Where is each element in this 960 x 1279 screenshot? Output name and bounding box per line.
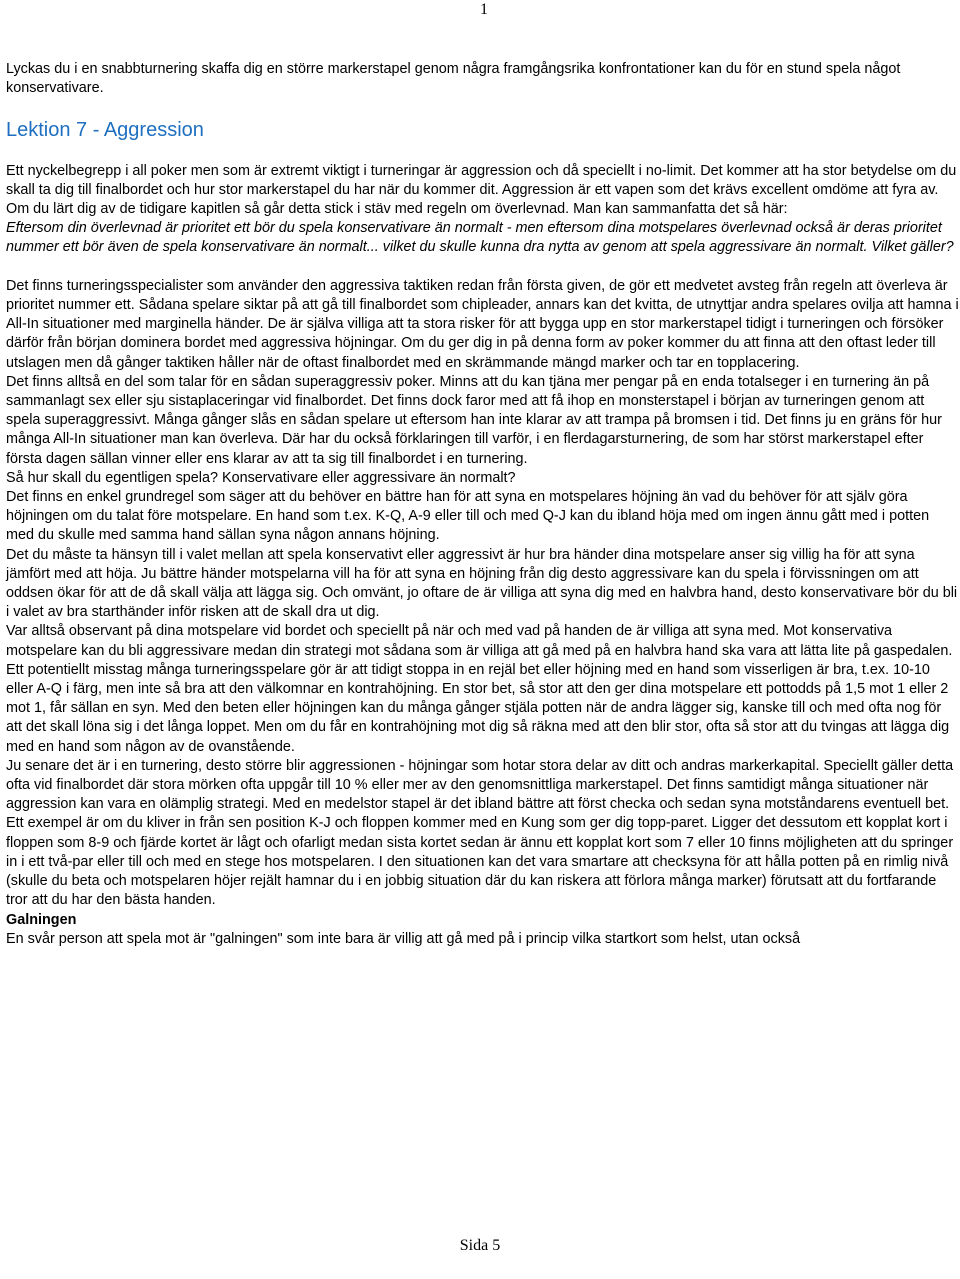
galningen-section [6,911,960,949]
lesson-paragraph-1-text: Ett nyckelbegrepp i all poker men som är extremt viktigt i turneringar är aggression och då speciellt i no-limit. Det kommer att ha stor betydelse om du skall ta dig till finalbordet och hur stor markerstapel du har när du kommer dit. Aggression är ett vapen som det krävs excellent omdöme att fyra av. Om du lärt dig av de tidigare kapitlen så går detta stick i stäv med regeln om överlevnad. Man kan sammanfatta det så här: [6,162,957,217]
page-footer: Sida 5 [459,1237,501,1254]
galningen-text: En svår person att spela mot är "galningen" som inte bara är villig att gå med på i princip vilka startkort som helst, utan också [6,930,801,947]
lesson-paragraph-6: Det du måste ta hänsyn till i valet mellan att spela konservativt eller aggressivt är hur bra händer dina motspelare anser sig villig ha för att syna jämfört med att höja. Ju bättre händer motspelarna vill ha för att syna en höjning från dig desto aggressivare kan du spela i förvissningen om att oddsen ökar för att de då skall välja att lägga sig. Och omvänt, jo oftare de är villiga att syna dig med en halvbra hand, desto konservativare bör du bli i valet av bra starthänder inför risken att de skall dra ut dig. [6,546,958,621]
document-body [6,60,960,949]
lesson-paragraph-3: Det finns alltså en del som talar för en sådan superaggressiv poker. Minns att du kan tjäna mer pengar på en enda totalseger i en turnering än på sammanlagt sex eller sju sistaplaceringar vid finalbordet. Det finns dock faror med att få ihop en monsterstapel i början av turneringen genom att spela superaggressivt. Många gånger slås en sådan spelare ut eftersom han inte klarar av att trampa på bromsen i tid. Det finns ju en gräns för hur många All-In situationer man kan överleva. Där har du också förklaringen till varför, i en flerdagarsturnering, de som har störst markerstapel efter första dagen sällan vinner eller ens klarar av att ta sig till finalbordet i en turnering. [6,373,942,467]
lesson-heading: Lektion 7 - Aggression [6,118,204,141]
intro-paragraph: Lyckas du i en snabbturnering skaffa dig en större markerstapel genom några framgångsrika konfrontationer kan du för en stund spela något konservativare. [6,61,901,97]
page-number: 1 [480,1,488,18]
lesson-paragraph-2: Det finns turneringsspecialister som använder den aggressiva taktiken redan från första given, de gör ett medvetet avsteg från regeln att överleva är prioritet nummer ett. Sådana spelare siktar på att gå till finalbordet som chipleader, annars kan det kvitta, de utnyttjar andra spelares ovilja att hamna i All-In situationer med marginella händer. De är själva villiga att ta stora risker för att bygga upp en stor markerstapel tidigt i turneringen och försöker därför från början dominera bordet med aggressiva höjningar. Om du ger dig in på denna form av poker kommer du att finna att den oftast leder till utslagen men då gånger taktiken håller när de oftast finalbordet med en skrämmande mängd marker och tar en topplacering. [6,277,959,371]
lesson-paragraph-5: Det finns en enkel grundregel som säger att du behöver en bättre han för att syna en motspelares höjning än vad du behöver för att själv göra höjningen om du talat före motspelare. En hand som t.ex. K-Q, A-9 eller till och med Q-J kan du ibland höja med om ingen ännu gått med i potten med du skulle med samma hand sällan syna någon annans höjning. [6,489,930,544]
lesson-paragraph-1-quote: Eftersom din överlevnad är prioritet ett bör du spela konservativare än normalt - men eftersom dina motspelares överlevnad också är deras prioritet nummer ett bör även de spela konservativare än normalt... vilket du skulle kunna dra nytta av genom att spela aggressivare än normalt. Vilket gäller? [6,220,954,256]
lesson-paragraph-9: Ju senare det är i en turnering, desto större blir aggressionen - höjningar som hotar stora delar av ditt och andras markerkapital. Speciellt gäller detta ofta vid finalbordet där stora mörken ofta uppgår till 10 % eller mer av den genomsnittliga markerstapel. Det finns samtidigt många situationer när aggression kan vara en olämplig strategi. Med en medelstor stapel är det ibland bättre att först checka och sedan syna motståndarens eventuell bet. Ett exempel är om du kliver in från sen position K-J och floppen kommer med en Kung som ger dig topp-paret. Ligger det dessutom ett kopplat kort i floppen som 8-9 och fjärde kortet är lågt och ofarligt medan sista kortet sedan är ännu ett kopplat kort som 7 eller 10 finns möjligheten att du springer in i ett två-par eller till och med en stege hos motspelaren. I den situationen kan det vara smartare att checksyna för att hålla potten på en rimlig nivå (skulle du beta och motspelaren höjer rejält hamnar du i en jobbig situation där du kan riskera att förlora många marker) förutsatt att du fortfarande tror att du har den bästa handen. [6,757,954,909]
lesson-paragraph-7: Var alltså observant på dina motspelare vid bordet och speciellt på när och med vad på handen de är villiga att syna med. Mot konservativa motspelare kan du bli aggressivare medan din strategi mot sådana som är villiga att gå med på en halvbra hand ska vara att lätta lite på gaspedalen. [6,623,953,659]
lesson-paragraph-4: Så hur skall du egentligen spela? Konservativare eller aggressivare än normalt? [6,469,516,486]
lesson-paragraph-1 [6,162,960,258]
galningen-title: Galningen [6,911,77,928]
lesson-paragraph-8: Ett potentiellt misstag många turneringsspelare gör är att tidigt stoppa in en rejäl bet eller höjning med en hand som visserligen är bra, t.ex. 10-10 eller A-Q i färg, men inte så bra att den välkomnar en kontrahöjning. En stor bet, så stor att den ger dina motspelare ett pottodds på 1,5 mot 1 eller 2 mot 1, får sällan en syn. Med den beten eller höjningen kan du många gånger stjäla potten när de andra lägger sig, kanske till och med ofta nog för att det skall löna sig i det långa loppet. Men om du får en kontrahöjning mot dig så räkna med att den blir stor, ofta så stor att du tvingas att lägga dig med en hand som någon av de ovanstående. [6,661,950,755]
